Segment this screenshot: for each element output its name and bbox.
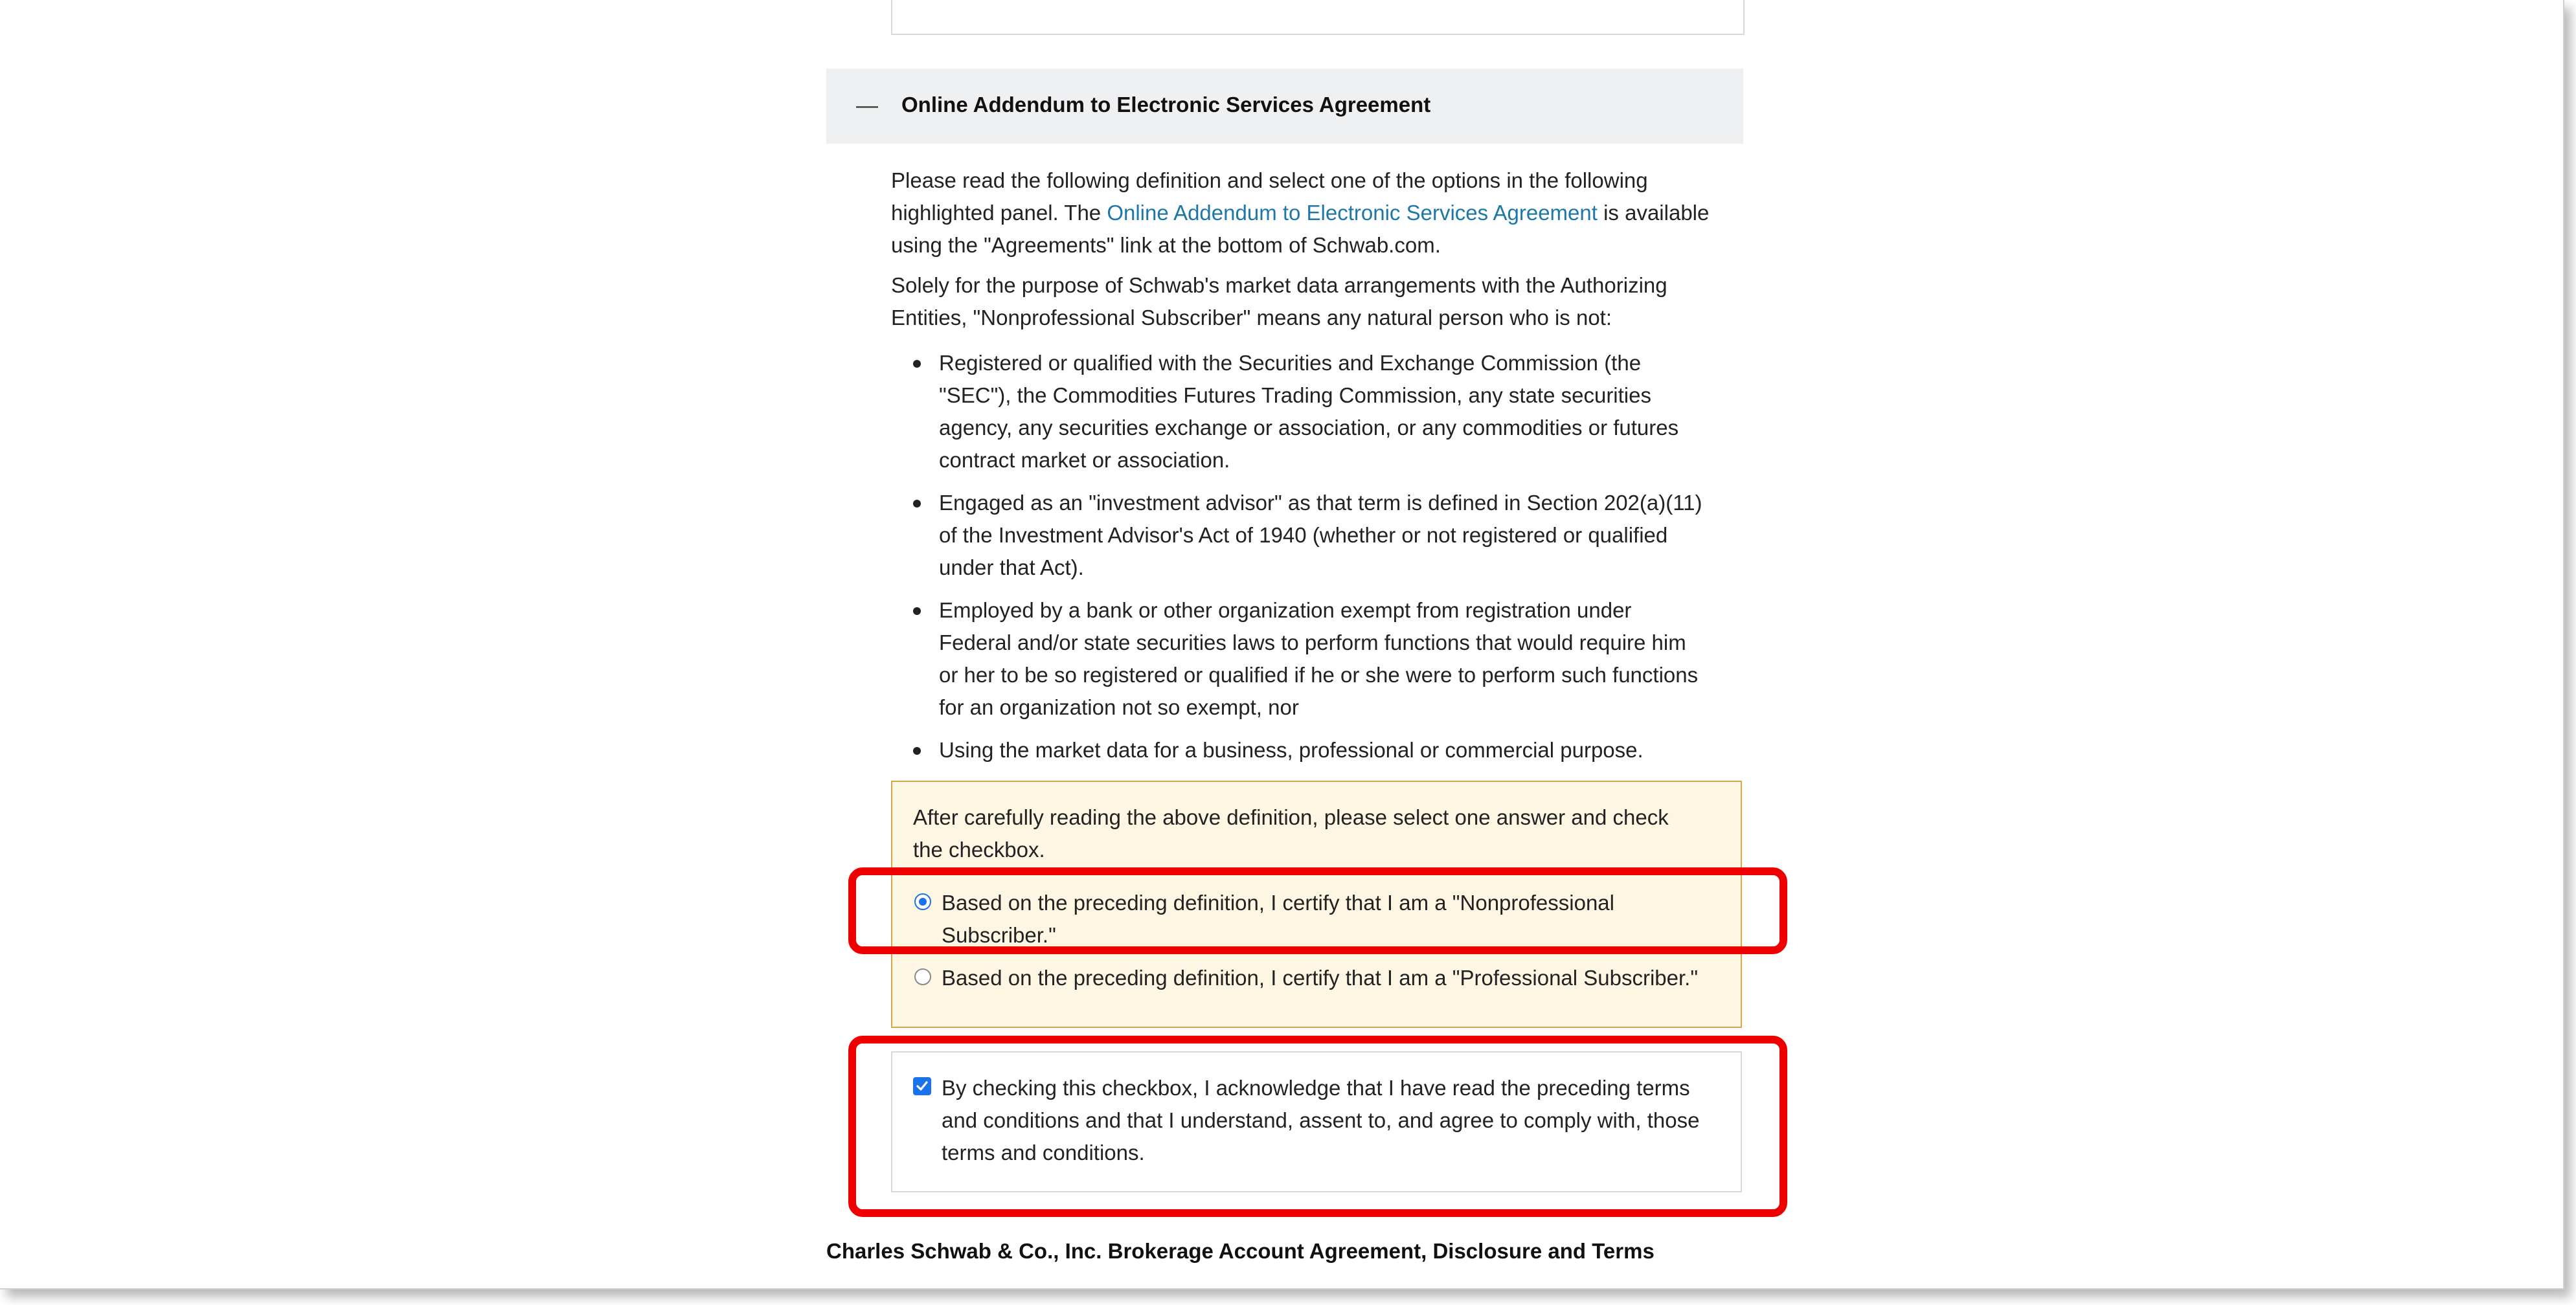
list-item-line: contract market or association.: [939, 448, 1230, 472]
list-item-line: for an organization not so exempt, nor: [939, 695, 1299, 719]
list-item-line: Registered or qualified with the Securities and Exchange Commission (the: [939, 351, 1642, 375]
professional-radio[interactable]: [914, 968, 931, 985]
acknowledgement-line-2: and conditions and that I understand, assent to, and agree to comply with, those: [942, 1108, 1700, 1132]
bullet-dot: [913, 500, 921, 508]
list-item-line: Using the market data for a business, professional or commercial purpose.: [939, 738, 1644, 762]
professional-label: Based on the preceding definition, I certify that I am a "Professional Subscriber.": [942, 966, 1699, 990]
list-item-line: Engaged as an "investment advisor" as that term is defined in Section 202(a)(11): [939, 491, 1702, 515]
list-item-line: or her to be so registered or qualified if he or she were to perform such functions: [939, 663, 1699, 687]
annotation-highlight-radio: [848, 867, 1787, 954]
acknowledgement-line-3: terms and conditions.: [942, 1141, 1145, 1165]
intro-line-2: [891, 197, 1709, 229]
list-item-line: of the Investment Advisor's Act of 1940 (whether or not registered or qualified: [939, 523, 1668, 547]
list-item-line: under that Act).: [939, 555, 1084, 579]
intro-line-2-tail: is available: [1597, 201, 1710, 225]
bullet-dot: [913, 747, 921, 755]
section-title: Online Addendum to Electronic Services Agreement: [901, 93, 1431, 117]
list-item-line: "SEC"), the Commodities Futures Trading Commission, any state securities: [939, 383, 1651, 407]
nonprofessional-label-line-1: Based on the preceding definition, I certify that I am a "Nonprofessional: [942, 891, 1614, 915]
intro-line-1: Please read the following definition and select one of the options in the following: [891, 168, 1648, 192]
list-item-line: Federal and/or state securities laws to perform functions that would require him: [939, 630, 1686, 654]
bullet-dot: [913, 607, 921, 615]
collapse-icon[interactable]: —: [856, 93, 878, 118]
annotation-highlight-checkbox: [848, 1036, 1787, 1217]
list-item-line: agency, any securities exchange or association, or any commodities or futures: [939, 416, 1679, 440]
previous-section-box: [891, 0, 1745, 35]
intro-line-2-text: highlighted panel. The: [891, 201, 1107, 225]
addendum-agreement-link[interactable]: Online Addendum to Electronic Services Agreement: [1107, 201, 1598, 225]
acknowledgement-line-1: By checking this checkbox, I acknowledge that I have read the preceding terms: [942, 1076, 1690, 1100]
list-item-line: Employed by a bank or other organization exempt from registration under: [939, 598, 1632, 622]
bullet-dot: [913, 360, 921, 368]
section-header[interactable]: [826, 69, 1743, 144]
intro-line-3: using the "Agreements" link at the bottom of Schwab.com.: [891, 233, 1441, 257]
definition-line-2: Entities, "Nonprofessional Subscriber" means any natural person who is not:: [891, 306, 1612, 329]
panel-instruction-line-1: After carefully reading the above definition, please select one answer and check: [913, 805, 1669, 829]
next-section-title[interactable]: Charles Schwab & Co., Inc. Brokerage Account Agreement, Disclosure and Terms: [826, 1239, 1655, 1263]
panel-instruction-line-2: the checkbox.: [913, 838, 1045, 862]
nonprofessional-label-line-2: Subscriber.": [942, 923, 1056, 947]
definition-line-1: Solely for the purpose of Schwab's market data arrangements with the Authorizing: [891, 273, 1667, 297]
